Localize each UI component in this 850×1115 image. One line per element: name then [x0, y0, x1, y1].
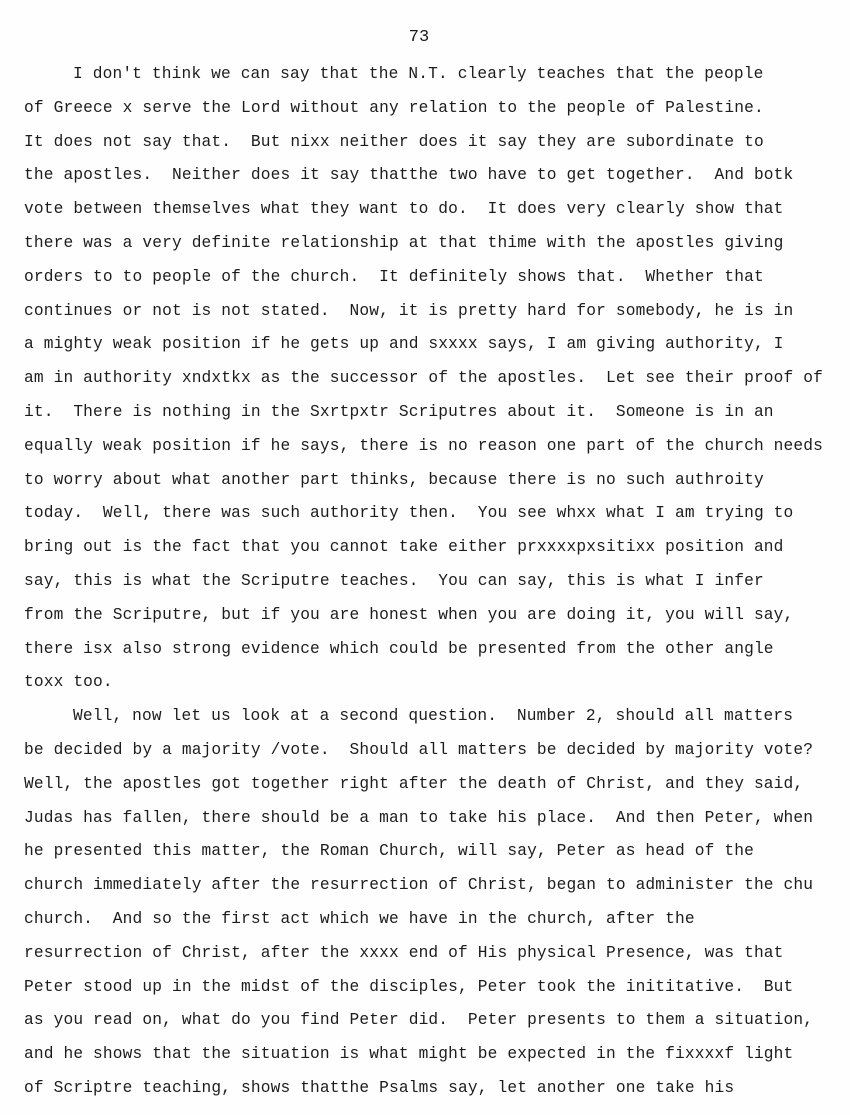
text-line: as you read on, what do you find Peter did. Peter presents to them a situation, [24, 1011, 814, 1030]
text-line: and he shows that the situation is what might be expected in the fixxxxf light [24, 1045, 794, 1064]
text-line: vote between themselves what they want to do. It does very clearly show that [24, 200, 784, 219]
text-line: Well, the apostles got together right after the death of Christ, and they said, [24, 774, 804, 793]
page-number: 73 [408, 28, 430, 47]
text-line: to worry about what another part thinks, because there is no such authroity [24, 470, 764, 489]
text-line: be decided by a majority /vote. Should all matters be decided by majority vote? [24, 740, 814, 759]
text-line: it. There is nothing in the Sxrtpxtr Scriputres about it. Someone is in an [24, 402, 774, 421]
body-text [24, 58, 834, 1106]
text-line: toxx too. [24, 673, 113, 692]
text-line: of Scriptre teaching, shows thatthe Psalms say, let another one take his [24, 1078, 735, 1097]
text-line: today. Well, there was such authority then. You see whxx what I am trying to [24, 504, 794, 523]
text-line: I don't think we can say that the N.T. clearly teaches that the people [73, 65, 764, 83]
text-line: Judas has fallen, there should be a man to take his place. And then Peter, when [24, 808, 814, 827]
paragraph-2 [24, 700, 834, 1106]
text-line: church immediately after the resurrection of Christ, began to administer the chu [24, 876, 814, 895]
text-line: a mighty weak position if he gets up and sxxxx says, I am giving authority, I [24, 335, 784, 354]
text-line: from the Scriputre, but if you are honest when you are doing it, you will say, [24, 605, 794, 624]
text-line: church. And so the first act which we have in the church, after the [24, 909, 695, 928]
text-line: there was a very definite relationship at that thime with the apostles giving [24, 233, 784, 252]
text-line: of Greece x serve the Lord without any relation to the people of Palestine. [24, 98, 764, 117]
text-line: the apostles. Neither does it say thatthe two have to get together. And botk [24, 166, 794, 185]
text-line: say, this is what the Scriputre teaches. You can say, this is what I infer [24, 571, 764, 590]
text-line: continues or not is not stated. Now, it is pretty hard for somebody, he is in [24, 301, 794, 320]
text-line: bring out is the fact that you cannot take either prxxxxpxsitixx position and [24, 538, 784, 557]
text-line: Well, now let us look at a second question. Number 2, should all matters [73, 707, 794, 726]
text-line: Peter stood up in the midst of the disciples, Peter took the inititative. But [24, 977, 794, 996]
text-line: resurrection of Christ, after the xxxx end of His physical Presence, was that [24, 943, 784, 962]
text-line: there isx also strong evidence which could be presented from the other angle [24, 639, 774, 658]
paragraph-1 [24, 58, 834, 700]
text-line: It does not say that. But nixx neither does it say they are subordinate to [24, 132, 764, 151]
text-line: equally weak position if he says, there is no reason one part of the church needs [24, 436, 823, 455]
text-line: he presented this matter, the Roman Church, will say, Peter as head of the [24, 842, 754, 861]
text-line: orders to to people of the church. It definitely shows that. Whether that [24, 267, 764, 286]
text-line: am in authority xndxtkx as the successor of the apostles. Let see their proof of [24, 369, 823, 388]
